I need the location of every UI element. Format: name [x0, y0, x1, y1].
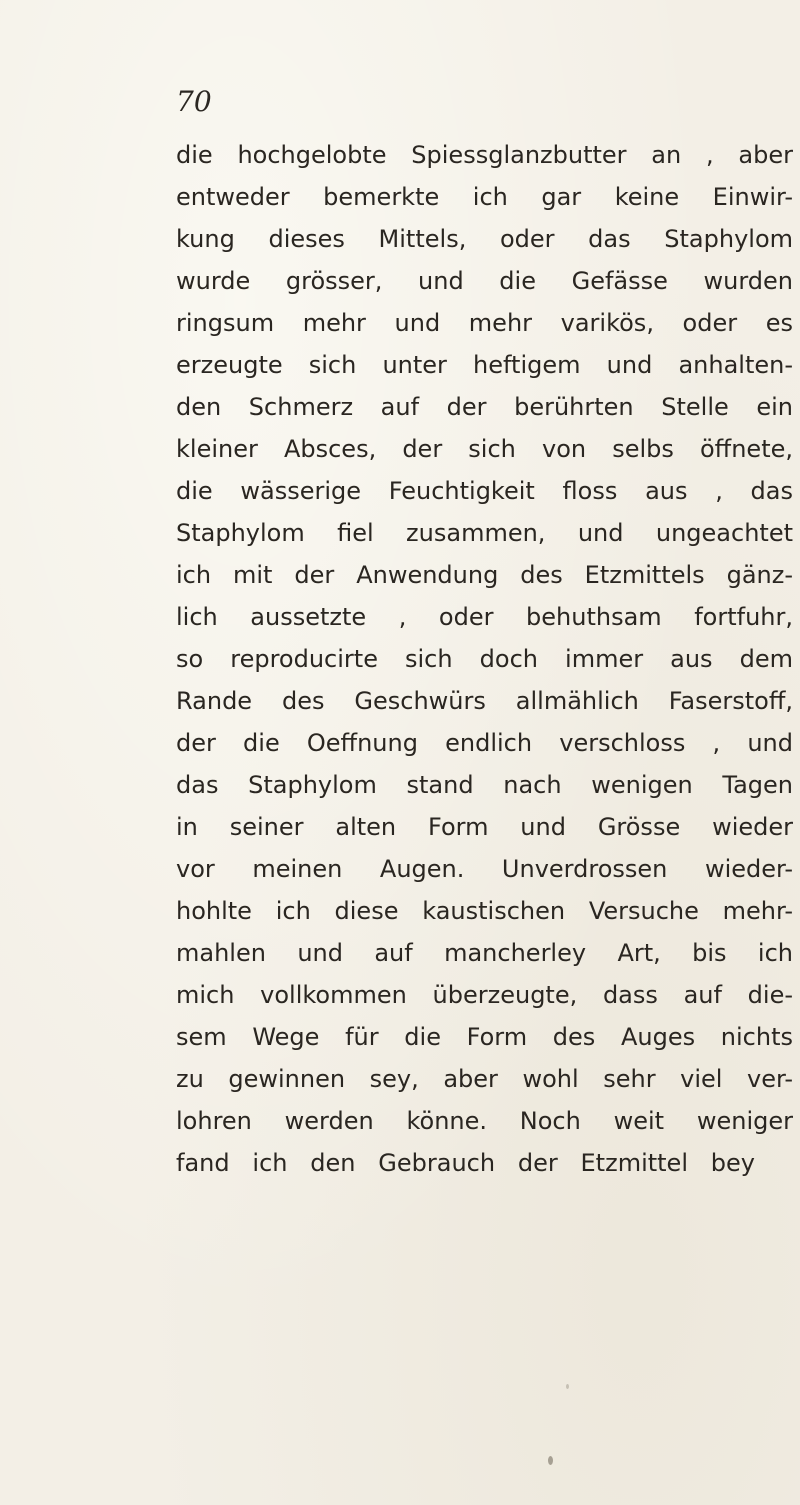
text-line: die hochgelobte Spiessglanzbutter an , aber: [176, 141, 793, 169]
text-line: der die Oeffnung endlich verschloss , und: [176, 729, 793, 757]
body-text: [176, 134, 794, 1184]
text-line: kung dieses Mittels, oder das Staphylom: [176, 225, 793, 253]
text-line: zu gewinnen sey, aber wohl sehr viel ver-: [176, 1065, 793, 1093]
text-line: hohlte ich diese kaustischen Versuche mehr-: [176, 897, 793, 925]
text-line: lich aussetzte , oder behuthsam fortfuhr,: [176, 603, 793, 631]
text-line: den Schmerz auf der berührten Stelle ein: [176, 393, 793, 421]
text-line: das Staphylom stand nach wenigen Tagen: [176, 771, 793, 799]
paper-speck: [566, 1384, 569, 1389]
page-number: 70: [176, 85, 212, 118]
text-line: Staphylom fiel zusammen, und ungeachtet: [176, 519, 793, 547]
text-line: erzeugte sich unter heftigem und anhalten-: [176, 351, 793, 379]
text-line: lohren werden könne. Noch weit weniger: [176, 1107, 793, 1135]
text-line: ringsum mehr und mehr varikös, oder es: [176, 309, 793, 337]
text-line: kleiner Absces, der sich von selbs öffnete,: [176, 435, 793, 463]
text-line: mahlen und auf mancherley Art, bis ich: [176, 939, 793, 967]
text-line: in seiner alten Form und Grösse wieder: [176, 813, 793, 841]
text-line: ich mit der Anwendung des Etzmittels gänz-: [176, 561, 793, 589]
text-line: entweder bemerkte ich gar keine Einwir-: [176, 183, 793, 211]
text-line: mich vollkommen überzeugte, dass auf die-: [176, 981, 793, 1009]
text-line: fand ich den Gebrauch der Etzmittel bey: [176, 1149, 755, 1177]
paper-speck: [548, 1456, 553, 1465]
text-line: so reproducirte sich doch immer aus dem: [176, 645, 793, 673]
text-line: sem Wege für die Form des Auges nichts: [176, 1023, 793, 1051]
text-line: wurde grösser, und die Gefässe wurden: [176, 267, 793, 295]
text-line: Rande des Geschwürs allmählich Faserstoff,: [176, 687, 793, 715]
text-line: vor meinen Augen. Unverdrossen wieder-: [176, 855, 793, 883]
text-line: die wässerige Feuchtigkeit floss aus , das: [176, 477, 793, 505]
